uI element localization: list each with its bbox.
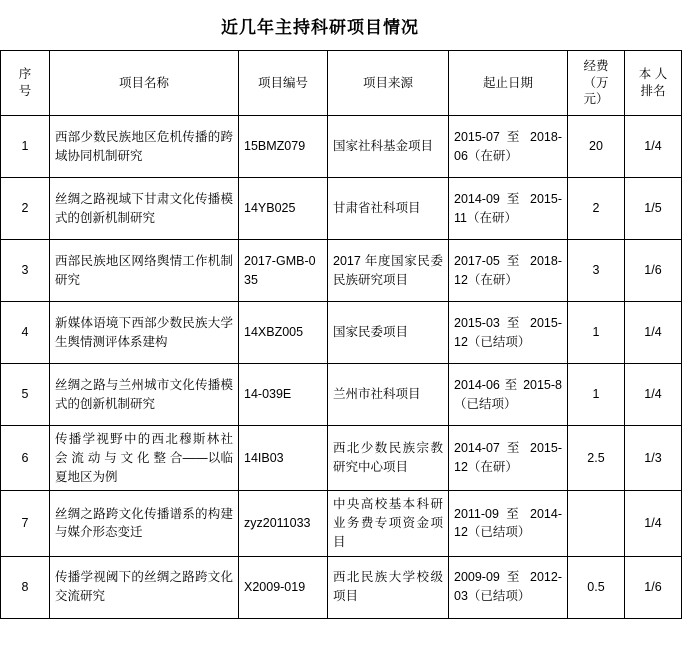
cell-fund: 2 <box>568 178 625 240</box>
cell-fund: 20 <box>568 116 625 178</box>
column-header-fund-line2: （万 <box>583 75 609 90</box>
cell-fund: 1 <box>568 364 625 426</box>
cell-fund: 2.5 <box>568 426 625 491</box>
column-header-seq <box>1 51 50 116</box>
column-header-fund-line1: 经费 <box>583 58 609 73</box>
cell-fund: 1 <box>568 302 625 364</box>
column-header-rank-line1: 本 人 <box>638 67 668 82</box>
cell-seq: 7 <box>1 491 50 556</box>
cell-rank: 1/6 <box>625 240 682 302</box>
cell-seq: 8 <box>1 556 50 618</box>
column-header-seq-line2: 号 <box>18 84 32 98</box>
cell-seq: 5 <box>1 364 50 426</box>
table-header-row <box>1 51 682 116</box>
column-header-rank <box>625 51 682 116</box>
cell-source: 中央高校基本科研业务费专项资金项目 <box>328 491 449 556</box>
column-header-code: 项目编号 <box>239 51 328 116</box>
table-row <box>1 178 682 240</box>
cell-code: 14XBZ005 <box>239 302 328 364</box>
cell-fund: 3 <box>568 240 625 302</box>
cell-code: 14YB025 <box>239 178 328 240</box>
cell-source: 国家民委项目 <box>328 302 449 364</box>
cell-seq: 1 <box>1 116 50 178</box>
cell-fund <box>568 491 625 556</box>
table-row <box>1 556 682 618</box>
cell-code: 14IB03 <box>239 426 328 491</box>
column-header-seq-line1: 序 <box>18 67 32 82</box>
cell-rank: 1/3 <box>625 426 682 491</box>
cell-source: 2017 年度国家民委民族研究项目 <box>328 240 449 302</box>
table-row <box>1 364 682 426</box>
cell-seq: 2 <box>1 178 50 240</box>
cell-rank: 1/4 <box>625 302 682 364</box>
column-header-fund <box>568 51 625 116</box>
table-row <box>1 426 682 491</box>
table-row <box>1 302 682 364</box>
cell-rank: 1/4 <box>625 491 682 556</box>
cell-date: 2015-03 至 2015-12（已结项） <box>449 302 568 364</box>
column-header-source: 项目来源 <box>328 51 449 116</box>
cell-name: 西部民族地区网络舆情工作机制研究 <box>50 240 239 302</box>
cell-name: 丝绸之路视域下甘肃文化传播模式的创新机制研究 <box>50 178 239 240</box>
cell-name: 西部少数民族地区危机传播的跨域协同机制研究 <box>50 116 239 178</box>
cell-code: X2009-019 <box>239 556 328 618</box>
column-header-name: 项目名称 <box>50 51 239 116</box>
cell-code: 2017-GMB-035 <box>239 240 328 302</box>
cell-source: 国家社科基金项目 <box>328 116 449 178</box>
cell-name: 传播学视野中的西北穆斯林社 会 流 动 与 文 化 整 合——以临夏地区为例 <box>50 426 239 491</box>
cell-date: 2009-09 至 2012-03（已结项） <box>449 556 568 618</box>
cell-seq: 3 <box>1 240 50 302</box>
cell-date: 2011-09 至 2014-12（已结项） <box>449 491 568 556</box>
cell-code: zyz2011033 <box>239 491 328 556</box>
cell-rank: 1/4 <box>625 364 682 426</box>
column-header-fund-line3: 元） <box>583 92 609 107</box>
cell-rank: 1/4 <box>625 116 682 178</box>
cell-fund: 0.5 <box>568 556 625 618</box>
cell-date: 2014-07 至 2015-12（在研） <box>449 426 568 491</box>
cell-source: 西北少数民族宗教研究中心项目 <box>328 426 449 491</box>
cell-seq: 4 <box>1 302 50 364</box>
cell-seq: 6 <box>1 426 50 491</box>
column-header-rank-line2: 排名 <box>640 84 666 98</box>
cell-date: 2017-05 至 2018-12（在研） <box>449 240 568 302</box>
cell-name: 丝绸之路跨文化传播谱系的构建与媒介形态变迁 <box>50 491 239 556</box>
cell-source: 甘肃省社科项目 <box>328 178 449 240</box>
page-title: 近几年主持科研项目情况 <box>221 18 419 37</box>
cell-name: 传播学视阈下的丝绸之路跨文化交流研究 <box>50 556 239 618</box>
cell-name: 丝绸之路与兰州城市文化传播模式的创新机制研究 <box>50 364 239 426</box>
table-row <box>1 491 682 556</box>
cell-source: 兰州市社科项目 <box>328 364 449 426</box>
cell-name: 新媒体语境下西部少数民族大学生舆情测评体系建构 <box>50 302 239 364</box>
cell-rank: 1/6 <box>625 556 682 618</box>
cell-code: 15BMZ079 <box>239 116 328 178</box>
cell-date: 2015-07 至 2018-06（在研） <box>449 116 568 178</box>
table-header <box>1 51 682 116</box>
cell-source: 西北民族大学校级项目 <box>328 556 449 618</box>
research-projects-table <box>0 50 682 619</box>
cell-date: 2014-09 至 2015-11（在研） <box>449 178 568 240</box>
cell-rank: 1/5 <box>625 178 682 240</box>
table-body <box>1 116 682 619</box>
cell-code: 14-039E <box>239 364 328 426</box>
table-row <box>1 240 682 302</box>
column-header-date: 起止日期 <box>449 51 568 116</box>
cell-date: 2014-06 至 2015-8（已结项） <box>449 364 568 426</box>
table-row <box>1 116 682 178</box>
